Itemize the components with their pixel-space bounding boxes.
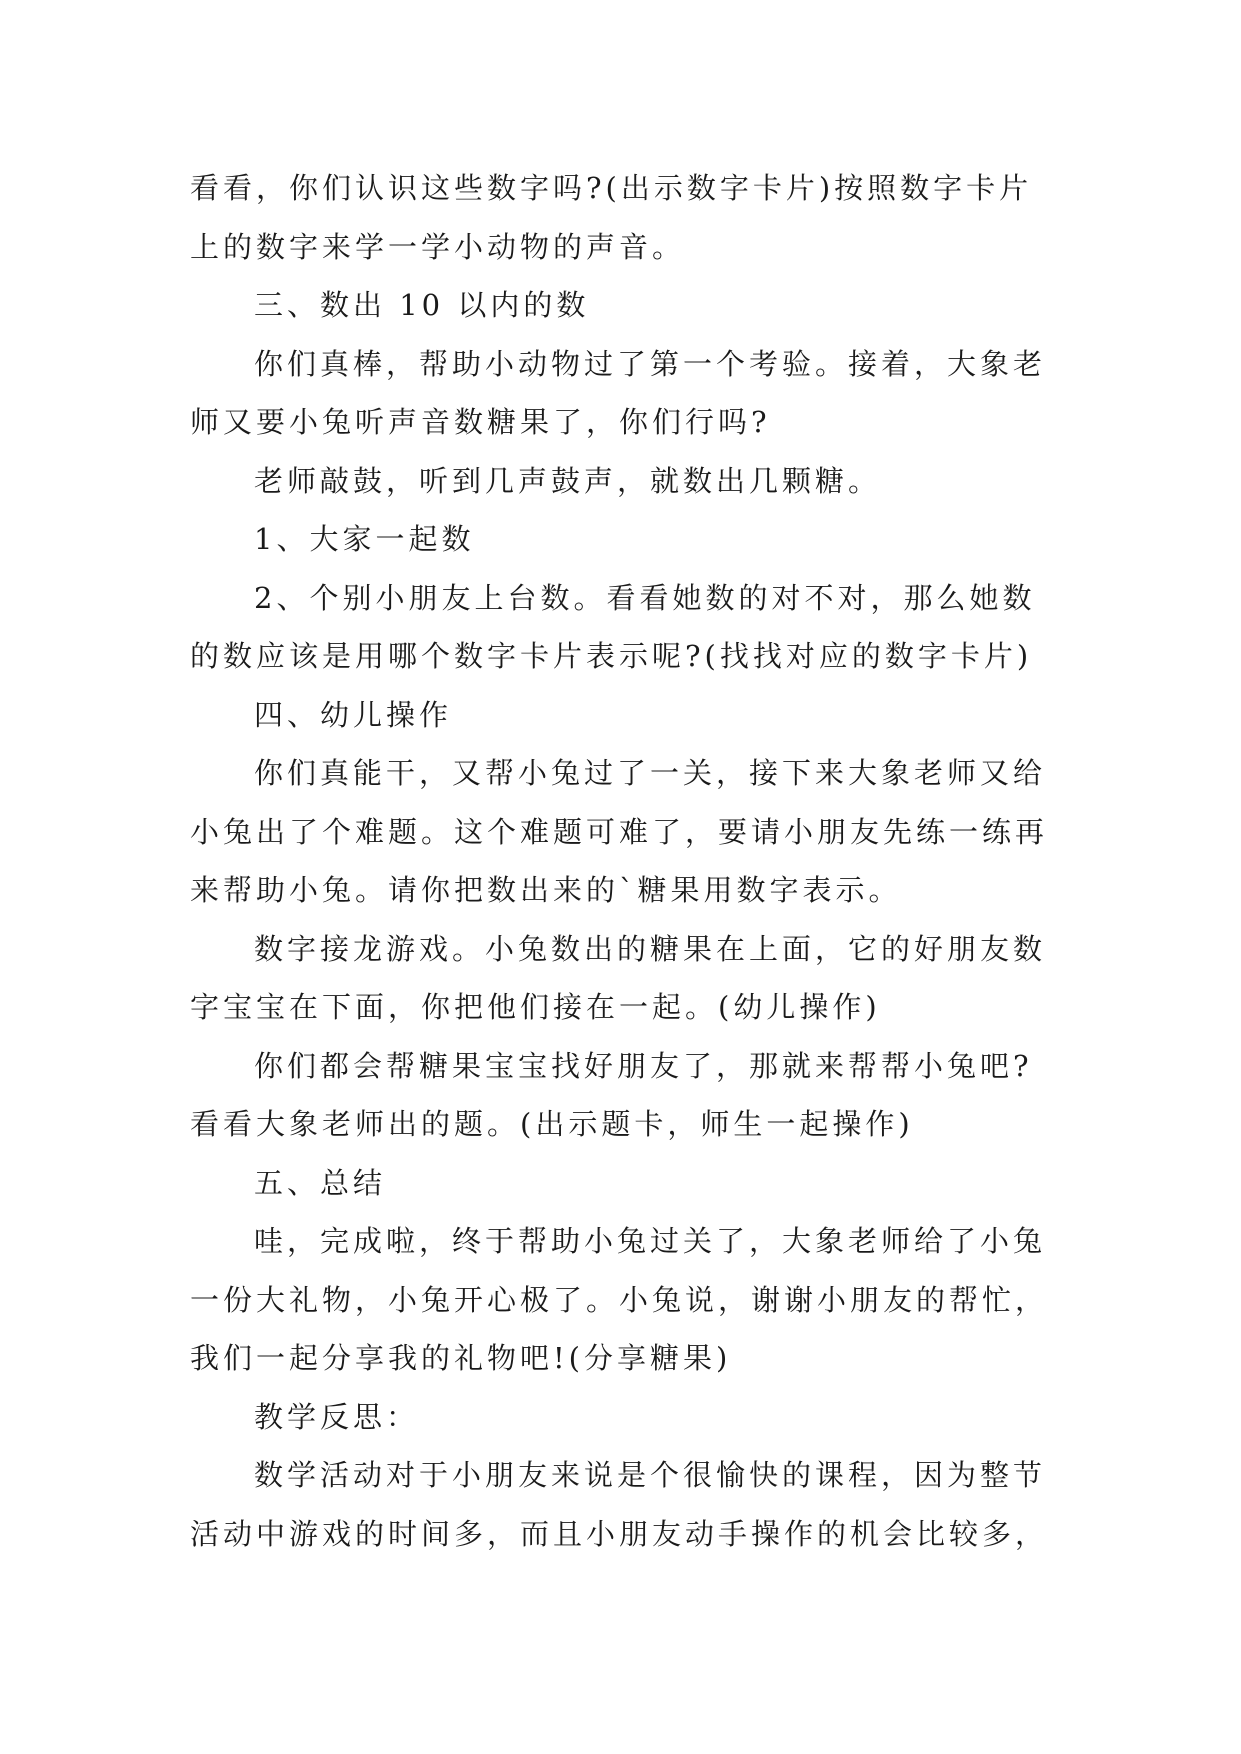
text-line: 来帮助小兔。请你把数出来的`糖果用数字表示。 <box>190 873 902 907</box>
text-line: 一份大礼物，小兔开心极了。小兔说，谢谢小朋友的帮忙， <box>190 1282 1049 1317</box>
text-line: 活动中游戏的时间多，而且小朋友动手操作的机会比较多， <box>190 1516 1049 1551</box>
text-line: 的数应该是用哪个数字卡片表示呢?(找找对应的数字卡片) <box>190 639 1033 673</box>
text-line: 小兔出了个难题。这个难题可难了，要请小朋友先练一练再 <box>190 814 1049 849</box>
document-body <box>190 159 1060 1563</box>
text-line: 我们一起分享我的礼物吧!(分享糖果) <box>190 1341 732 1375</box>
text-line: 看看，你们认识这些数字吗?(出示数字卡片)按照数字卡片 <box>190 171 1033 205</box>
list-item: 2、个别小朋友上台数。看看她数的对不对，那么她数 <box>254 580 1036 615</box>
list-item: 1、大家一起数 <box>254 522 475 556</box>
text-line: 上的数字来学一学小动物的声音。 <box>190 229 686 264</box>
text-line: 字宝宝在下面，你把他们接在一起。(幼儿操作) <box>190 990 881 1024</box>
section-heading: 四、幼儿操作 <box>254 697 453 732</box>
text-line: 数学活动对于小朋友来说是个很愉快的课程，因为整节 <box>254 1458 1047 1492</box>
text-line: 你们都会帮糖果宝宝找好朋友了，那就来帮帮小兔吧? <box>254 1048 1033 1083</box>
text-line: 你们真能干，又帮小兔过了一关，接下来大象老师又给 <box>254 756 1047 790</box>
text-line: 师又要小兔听声音数糖果了，你们行吗? <box>190 405 771 439</box>
section-heading: 五、总结 <box>254 1165 387 1200</box>
section-heading: 三、数出 10 以内的数 <box>254 288 590 322</box>
section-heading: 教学反思： <box>254 1399 420 1434</box>
text-line: 你们真棒，帮助小动物过了第一个考验。接着，大象老 <box>254 346 1047 381</box>
text-line: 老师敲鼓，听到几声鼓声，就数出几颗糖。 <box>254 463 882 498</box>
text-line: 哇，完成啦，终于帮助小兔过关了，大象老师给了小兔 <box>254 1224 1047 1258</box>
text-line: 数字接龙游戏。小兔数出的糖果在上面，它的好朋友数 <box>254 931 1047 966</box>
text-line: 看看大象老师出的题。(出示题卡，师生一起操作) <box>190 1107 914 1141</box>
